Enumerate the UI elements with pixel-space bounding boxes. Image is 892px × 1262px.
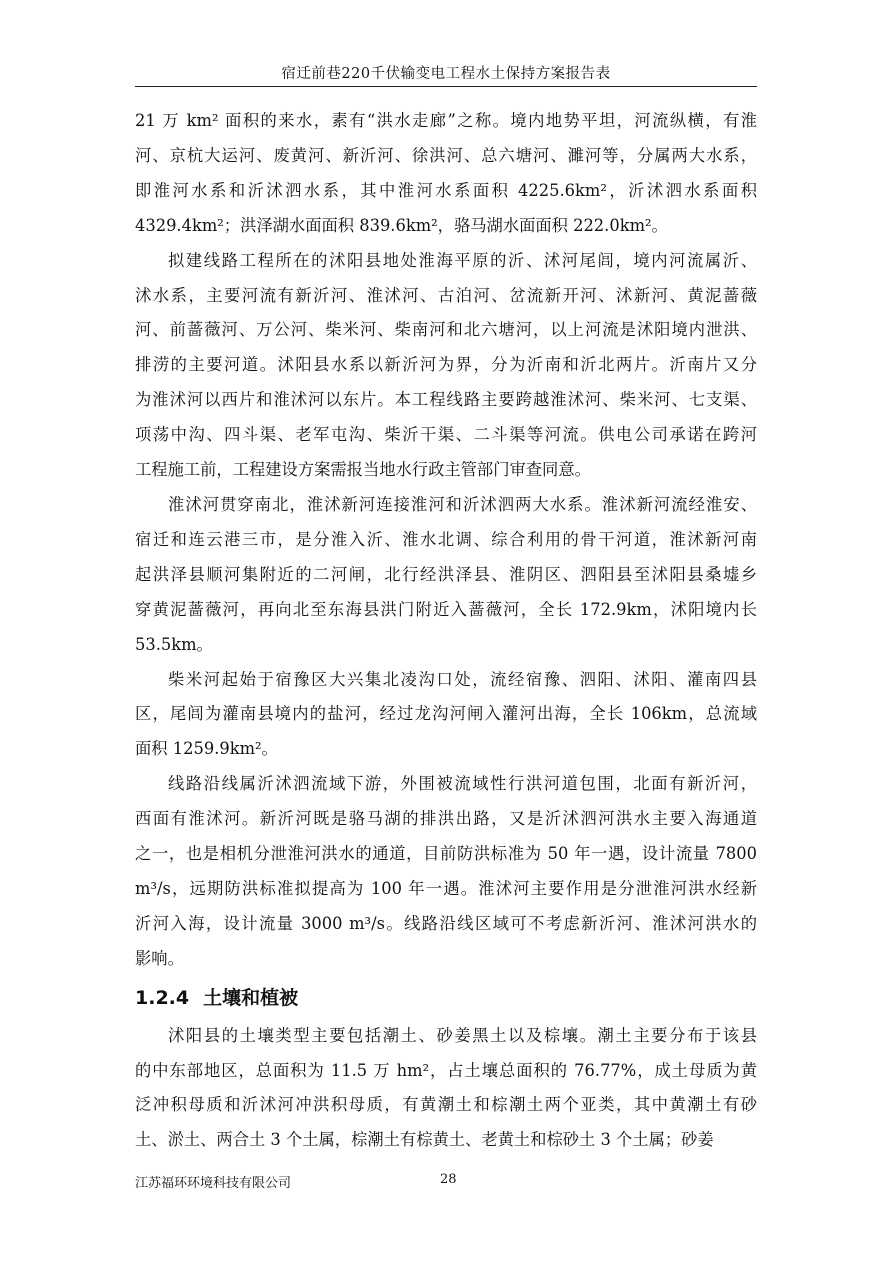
text-line: 泛冲积母质和沂沭河冲洪积母质，有黄潮土和棕潮土两个亚类，其中黄潮土有砂 (135, 1095, 757, 1115)
text-line: m³/s，远期防洪标准拟提高为 100 年一遇。淮沭河主要作用是分泄淮河洪水经新 (135, 878, 757, 898)
footer-company: 江苏福环环境科技有限公司 (135, 1176, 292, 1191)
text-line: 宿迁和连云港三市，是分淮入沂、淮水北调、综合利用的骨干河道，淮沭新河南 (135, 529, 757, 549)
page-number: 28 (440, 1172, 457, 1187)
text-line: 工程施工前，工程建设方案需报当地水行政主管部门审查同意。 (135, 460, 591, 480)
text-line: 即淮河水系和沂沭泗水系，其中淮河水系面积 4225.6km²，沂沭泗水系面积 (135, 180, 757, 200)
text-line: 线路沿线属沂沭泗流域下游，外围被流域性行洪河道包围，北面有新沂河， (168, 774, 757, 794)
text-line: 河、京杭大运河、废黄河、新沂河、徐洪河、总六塘河、濉河等，分属两大水系， (135, 145, 757, 165)
paragraph (135, 663, 757, 768)
paragraph (135, 104, 757, 244)
text-line: 的中东部地区，总面积为 11.5 万 hm²，占土壤总面积的 76.77%，成土母质为黄 (135, 1060, 757, 1080)
text-line: 项荡中沟、四斗渠、老军屯沟、柴沂干渠、二斗渠等河流。供电公司承诺在跨河 (135, 425, 757, 445)
text-line: 面积 1259.9km²。 (135, 739, 278, 759)
header-divider (135, 86, 757, 87)
document-body (135, 104, 757, 1158)
paragraph (135, 244, 757, 488)
text-line: 53.5km。 (135, 634, 213, 654)
page-header-title: 宿迁前巷220千伏输变电工程水土保持方案报告表 (281, 66, 611, 82)
text-line: 4329.4km²；洪泽湖水面面积 839.6km²，骆马湖水面面积 222.0km²。 (135, 215, 668, 235)
text-line: 区，尾闾为灌南县境内的盐河，经过龙沟河闸入灌河出海，全长 106km，总流域 (135, 704, 757, 724)
text-line: 淮沭河贯穿南北，淮沭新河连接淮河和沂沭泗两大水系。淮沭新河流经淮安、 (168, 494, 757, 514)
paragraph (135, 1019, 757, 1159)
text-line: 河、前蔷薇河、万公河、柴米河、柴南河和北六塘河，以上河流是沭阳境内泄洪、 (135, 320, 757, 340)
paragraph (135, 488, 757, 663)
section-paragraphs (135, 1019, 757, 1159)
text-line: 影响。 (135, 948, 184, 968)
text-line: 排涝的主要河道。沭阳县水系以新沂河为界，分为沂南和沂北两片。沂南片又分 (135, 355, 757, 375)
text-line: 沭阳县的土壤类型主要包括潮土、砂姜黑土以及棕壤。潮土主要分布于该县 (168, 1025, 757, 1045)
text-line: 西面有淮沭河。新沂河既是骆马湖的排洪出路，又是沂沭泗河洪水主要入海通道 (135, 809, 757, 829)
text-line: 21 万 km² 面积的来水，素有“洪水走廊”之称。境内地势平坦，河流纵横，有淮 (135, 111, 757, 130)
paragraph (135, 767, 757, 976)
text-line: 之一，也是相机分泄淮河洪水的通道，目前防洪标准为 50 年一遇，设计流量 7800 (135, 844, 757, 864)
body-paragraphs (135, 104, 757, 977)
text-line: 柴米河起始于宿豫区大兴集北凌沟口处，流经宿豫、泗阳、沭阳、灌南四县 (168, 669, 757, 689)
text-line: 土、淤土、两合土 3 个土属，棕潮土有棕黄土、老黄土和棕砂土 3 个土属；砂姜 (135, 1130, 714, 1150)
text-line: 为淮沭河以西片和淮沭河以东片。本工程线路主要跨越淮沭河、柴米河、七支渠、 (135, 390, 757, 410)
text-line: 穿黄泥蔷薇河，再向北至东海县洪门附近入蔷薇河，全长 172.9km，沭阳境内长 (135, 599, 757, 619)
text-line: 沂河入海，设计流量 3000 m³/s。线路沿线区域可不考虑新沂河、淮沭河洪水的 (135, 913, 757, 933)
text-line: 起洪泽县顺河集附近的二河闸，北行经洪泽县、淮阴区、泗阳县至沭阳县桑墟乡 (135, 564, 757, 584)
text-line: 拟建线路工程所在的沭阳县地处淮海平原的沂、沭河尾闾，境内河流属沂、 (168, 250, 757, 270)
section-title: 土壤和植被 (203, 986, 299, 1009)
text-line: 沭水系，主要河流有新沂河、淮沭河、古泊河、岔流新开河、沭新河、黄泥蔷薇 (135, 285, 757, 305)
section-number: 1.2.4 (135, 986, 190, 1009)
section-heading (135, 979, 757, 1017)
